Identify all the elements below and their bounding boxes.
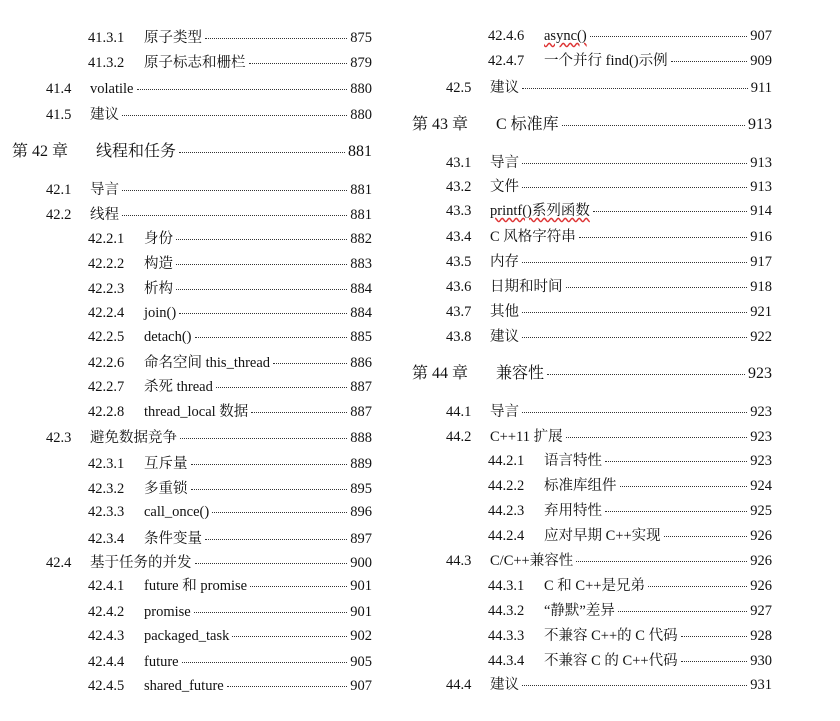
entry-title: printf()系列函数	[490, 203, 590, 219]
entry-number: 第 44 章	[412, 365, 469, 382]
dot-leader	[180, 437, 347, 439]
entry-title: 基于任务的并发	[90, 555, 192, 571]
entry-title: call_once()	[144, 504, 210, 520]
entry-title: 命名空间 this_thread	[144, 355, 271, 371]
entry-title: packaged_task	[144, 628, 230, 644]
entry-page-number: 895	[350, 481, 372, 497]
entry-number: 44.4	[446, 677, 472, 693]
dot-leader	[522, 162, 747, 164]
entry-page-number: 882	[350, 231, 372, 247]
entry-page-number: 879	[350, 55, 372, 71]
dot-leader	[593, 210, 747, 212]
toc-chapter-entry[interactable]	[412, 364, 772, 384]
entry-page-number: 925	[750, 503, 772, 519]
entry-title: 构造	[144, 256, 173, 272]
entry-number: 44.2.4	[488, 528, 525, 544]
entry-page-number: 907	[350, 678, 372, 694]
entry-page-number: 921	[750, 304, 772, 320]
entry-number: 42.2.1	[88, 231, 125, 247]
entry-page-number: 913	[750, 155, 772, 171]
entry-title: C/C++兼容性	[490, 553, 574, 569]
entry-title: 兼容性	[496, 365, 545, 382]
toc-entry[interactable]	[88, 279, 372, 299]
entry-number: 42.2.8	[88, 404, 125, 420]
entry-title: 身份	[144, 231, 173, 247]
dot-leader	[191, 488, 348, 490]
dot-leader	[522, 336, 747, 338]
entry-page-number: 926	[750, 578, 772, 594]
entry-title: 文件	[490, 179, 519, 195]
dot-leader	[618, 610, 747, 612]
toc-entry[interactable]	[446, 78, 772, 98]
dot-leader	[522, 311, 747, 313]
dot-leader	[216, 386, 347, 388]
entry-number: 44.3	[446, 553, 472, 569]
toc-entry[interactable]	[88, 353, 372, 373]
entry-page-number: 901	[350, 578, 372, 594]
entry-page-number: 917	[750, 254, 772, 270]
entry-page-number: 913	[748, 116, 772, 133]
toc-chapter-entry[interactable]	[12, 142, 372, 162]
entry-page-number: 923	[750, 404, 772, 420]
entry-number: 42.2	[46, 207, 72, 223]
entry-title: 建议	[90, 107, 119, 123]
dot-leader	[212, 511, 347, 513]
toc-entry[interactable]	[46, 180, 372, 200]
entry-title: “静默”差异	[544, 603, 615, 619]
entry-page-number: 930	[750, 653, 772, 669]
entry-number: 42.2.5	[88, 329, 125, 345]
toc-entry[interactable]	[446, 252, 772, 272]
entry-number: 42.4	[46, 555, 72, 571]
entry-title: 语言特性	[544, 453, 602, 469]
toc-entry[interactable]	[46, 553, 372, 573]
entry-title: 多重锁	[144, 481, 188, 497]
entry-number: 43.4	[446, 229, 472, 245]
entry-page-number: 911	[750, 80, 772, 96]
toc-entry[interactable]	[88, 529, 372, 549]
toc-entry[interactable]	[446, 302, 772, 322]
dot-leader	[562, 124, 745, 126]
toc-entry[interactable]	[88, 626, 372, 646]
entry-title: join()	[144, 305, 177, 321]
toc-entry[interactable]	[88, 229, 372, 249]
entry-page-number: 885	[350, 329, 372, 345]
entry-page-number: 887	[350, 404, 372, 420]
dot-leader	[179, 151, 345, 153]
dot-leader	[194, 611, 348, 613]
entry-number: 第 42 章	[12, 143, 69, 160]
entry-title: 导言	[490, 155, 519, 171]
entry-page-number: 926	[750, 528, 772, 544]
entry-page-number: 884	[350, 305, 372, 321]
entry-number: 42.3.2	[88, 481, 125, 497]
toc-entry[interactable]	[446, 277, 772, 297]
dot-leader	[522, 261, 747, 263]
entry-page-number: 897	[350, 531, 372, 547]
dot-leader	[579, 236, 747, 238]
entry-number: 43.8	[446, 329, 472, 345]
dot-leader	[205, 37, 347, 39]
toc-entry[interactable]	[88, 377, 372, 397]
dot-leader	[122, 189, 347, 191]
toc-entry[interactable]	[488, 626, 772, 646]
entry-title: 导言	[90, 182, 119, 198]
entry-title: future 和 promise	[144, 578, 248, 594]
entry-number: 42.4.7	[488, 53, 525, 69]
entry-title: 杀死 thread	[144, 379, 213, 395]
entry-title: async()	[544, 28, 587, 44]
entry-number: 41.3.2	[88, 55, 125, 71]
dot-leader	[576, 560, 747, 562]
entry-number: 42.4.6	[488, 28, 525, 44]
dot-leader	[648, 585, 747, 587]
toc-entry[interactable]	[488, 601, 772, 621]
entry-number: 43.3	[446, 203, 472, 219]
dot-leader	[182, 661, 348, 663]
entry-title: 日期和时间	[490, 279, 563, 295]
dot-leader	[250, 585, 347, 587]
entry-number: 42.4.4	[88, 654, 125, 670]
entry-page-number: 883	[350, 256, 372, 272]
entry-title: 线程和任务	[96, 143, 177, 160]
entry-number: 44.2.1	[488, 453, 525, 469]
entry-title: 不兼容 C++的 C 代码	[544, 628, 678, 644]
entry-page-number: 886	[350, 355, 372, 371]
entry-page-number: 875	[350, 30, 372, 46]
toc-entry[interactable]	[446, 177, 772, 197]
entry-number: 43.2	[446, 179, 472, 195]
entry-title: C++11 扩展	[490, 429, 563, 445]
entry-page-number: 926	[750, 553, 772, 569]
dot-leader	[122, 214, 347, 216]
toc-entry[interactable]	[88, 454, 372, 474]
dot-leader	[566, 436, 748, 438]
toc-entry[interactable]	[46, 79, 372, 99]
dot-leader	[605, 510, 747, 512]
entry-title: future	[144, 654, 179, 670]
dot-leader	[605, 460, 747, 462]
entry-number: 44.1	[446, 404, 472, 420]
toc-entry[interactable]	[488, 501, 772, 521]
dot-leader	[176, 263, 347, 265]
entry-page-number: 880	[350, 81, 372, 97]
entry-title: 标准库组件	[544, 478, 617, 494]
entry-title: thread_local 数据	[144, 404, 249, 420]
entry-title: detach()	[144, 329, 192, 345]
entry-title: 析构	[144, 281, 173, 297]
dot-leader	[273, 362, 347, 364]
dot-leader	[566, 286, 748, 288]
entry-number: 42.3	[46, 430, 72, 446]
toc-entry[interactable]	[488, 476, 772, 496]
dot-leader	[137, 88, 348, 90]
toc-entry[interactable]	[446, 402, 772, 422]
entry-title: 建议	[490, 677, 519, 693]
entry-title: 原子类型	[144, 30, 202, 46]
toc-entry[interactable]	[446, 427, 772, 447]
entry-number: 44.2.3	[488, 503, 525, 519]
entry-number: 42.5	[446, 80, 472, 96]
dot-leader	[620, 485, 748, 487]
dot-leader	[195, 562, 348, 564]
entry-number: 41.4	[46, 81, 72, 97]
entry-page-number: 913	[750, 179, 772, 195]
dot-leader	[664, 535, 748, 537]
entry-number: 42.3.3	[88, 504, 125, 520]
toc-entry[interactable]	[446, 327, 772, 347]
dot-leader	[195, 336, 348, 338]
entry-number: 42.3.1	[88, 456, 125, 472]
entry-page-number: 923	[748, 365, 772, 382]
entry-title: 内存	[490, 254, 519, 270]
entry-page-number: 923	[750, 453, 772, 469]
entry-title: 条件变量	[144, 531, 202, 547]
entry-number: 44.3.1	[488, 578, 525, 594]
entry-page-number: 881	[350, 182, 372, 198]
toc-entry[interactable]	[46, 428, 372, 448]
entry-number: 41.3.1	[88, 30, 125, 46]
entry-number: 42.3.4	[88, 531, 125, 547]
entry-page-number: 887	[350, 379, 372, 395]
entry-number: 42.2.3	[88, 281, 125, 297]
toc-entry[interactable]	[88, 576, 372, 596]
toc-entry[interactable]	[446, 675, 772, 695]
dot-leader	[681, 660, 748, 662]
entry-page-number: 928	[750, 628, 772, 644]
entry-page-number: 884	[350, 281, 372, 297]
dot-leader	[191, 463, 348, 465]
entry-page-number: 889	[350, 456, 372, 472]
dot-leader	[681, 635, 748, 637]
toc-entry[interactable]	[88, 254, 372, 274]
entry-title: volatile	[90, 81, 134, 97]
dot-leader	[205, 538, 347, 540]
entry-title: 避免数据竞争	[90, 430, 177, 446]
entry-number: 43.1	[446, 155, 472, 171]
dot-leader	[232, 635, 347, 637]
entry-number: 44.2.2	[488, 478, 525, 494]
entry-number: 42.4.1	[88, 578, 125, 594]
entry-page-number: 881	[350, 207, 372, 223]
dot-leader	[522, 684, 747, 686]
entry-title: C 标准库	[496, 116, 559, 133]
toc-chapter-entry[interactable]	[412, 115, 772, 135]
entry-page-number: 914	[750, 203, 772, 219]
toc-entry[interactable]	[88, 53, 372, 73]
toc-entry[interactable]	[88, 327, 372, 347]
toc-entry[interactable]	[488, 651, 772, 671]
toc-entry[interactable]	[446, 227, 772, 247]
entry-number: 44.3.3	[488, 628, 525, 644]
entry-number: 43.5	[446, 254, 472, 270]
entry-page-number: 916	[750, 229, 772, 245]
toc-entry[interactable]	[446, 201, 772, 221]
entry-number: 43.7	[446, 304, 472, 320]
entry-page-number: 931	[750, 677, 772, 693]
toc-entry[interactable]	[446, 551, 772, 571]
entry-number: 44.3.2	[488, 603, 525, 619]
dot-leader	[522, 87, 748, 89]
entry-title: 建议	[490, 329, 519, 345]
dot-leader	[522, 411, 747, 413]
entry-title: 应对早期 C++实现	[544, 528, 661, 544]
entry-page-number: 880	[350, 107, 372, 123]
toc-entry[interactable]	[88, 303, 372, 323]
entry-page-number: 901	[350, 604, 372, 620]
toc-entry[interactable]	[488, 51, 772, 71]
entry-title: C 风格字符串	[490, 229, 576, 245]
dot-leader	[547, 373, 745, 375]
entry-page-number: 918	[750, 279, 772, 295]
entry-title: 导言	[490, 404, 519, 420]
toc-entry[interactable]	[88, 402, 372, 422]
entry-number: 42.2.6	[88, 355, 125, 371]
toc-entry[interactable]	[88, 28, 372, 48]
dot-leader	[671, 60, 748, 62]
dot-leader	[176, 238, 347, 240]
toc-entry[interactable]	[488, 26, 772, 46]
entry-title: 原子标志和栅栏	[144, 55, 246, 71]
entry-title: 其他	[490, 304, 519, 320]
toc-entry[interactable]	[488, 576, 772, 596]
toc-entry[interactable]	[446, 153, 772, 173]
entry-page-number: 905	[350, 654, 372, 670]
toc-entry[interactable]	[46, 105, 372, 125]
entry-number: 第 43 章	[412, 116, 469, 133]
dot-leader	[179, 312, 347, 314]
entry-number: 42.4.3	[88, 628, 125, 644]
entry-title: C 和 C++是兄弟	[544, 578, 645, 594]
entry-number: 44.2	[446, 429, 472, 445]
entry-page-number: 907	[750, 28, 772, 44]
entry-number: 42.4.2	[88, 604, 125, 620]
dot-leader	[249, 62, 348, 64]
entry-number: 42.2.4	[88, 305, 125, 321]
entry-page-number: 927	[750, 603, 772, 619]
entry-title: shared_future	[144, 678, 224, 694]
dot-leader	[227, 685, 348, 687]
entry-page-number: 881	[348, 143, 372, 160]
entry-page-number: 909	[750, 53, 772, 69]
entry-page-number: 888	[350, 430, 372, 446]
toc-entry[interactable]	[488, 451, 772, 471]
entry-title: 一个并行 find()示例	[544, 53, 668, 69]
entry-page-number: 896	[350, 504, 372, 520]
toc-entry[interactable]	[488, 526, 772, 546]
toc-entry[interactable]	[88, 652, 372, 672]
entry-page-number: 922	[750, 329, 772, 345]
entry-title: 弃用特性	[544, 503, 602, 519]
toc-entry[interactable]	[46, 205, 372, 225]
toc-entry[interactable]	[88, 602, 372, 622]
entry-number: 42.4.5	[88, 678, 125, 694]
entry-number: 43.6	[446, 279, 472, 295]
toc-entry[interactable]	[88, 502, 372, 522]
entry-number: 42.2.7	[88, 379, 125, 395]
toc-entry[interactable]	[88, 676, 372, 696]
entry-page-number: 902	[350, 628, 372, 644]
entry-page-number: 900	[350, 555, 372, 571]
dot-leader	[122, 114, 347, 116]
entry-number: 42.2.2	[88, 256, 125, 272]
entry-title: 互斥量	[144, 456, 188, 472]
dot-leader	[176, 288, 347, 290]
entry-title: 建议	[490, 80, 519, 96]
entry-title: promise	[144, 604, 191, 620]
toc-entry[interactable]	[88, 479, 372, 499]
entry-title: 线程	[90, 207, 119, 223]
entry-page-number: 923	[750, 429, 772, 445]
entry-title: 不兼容 C 的 C++代码	[544, 653, 678, 669]
entry-page-number: 924	[750, 478, 772, 494]
dot-leader	[251, 411, 347, 413]
entry-number: 42.1	[46, 182, 72, 198]
dot-leader	[590, 35, 748, 37]
entry-number: 44.3.4	[488, 653, 525, 669]
dot-leader	[522, 186, 747, 188]
entry-number: 41.5	[46, 107, 72, 123]
